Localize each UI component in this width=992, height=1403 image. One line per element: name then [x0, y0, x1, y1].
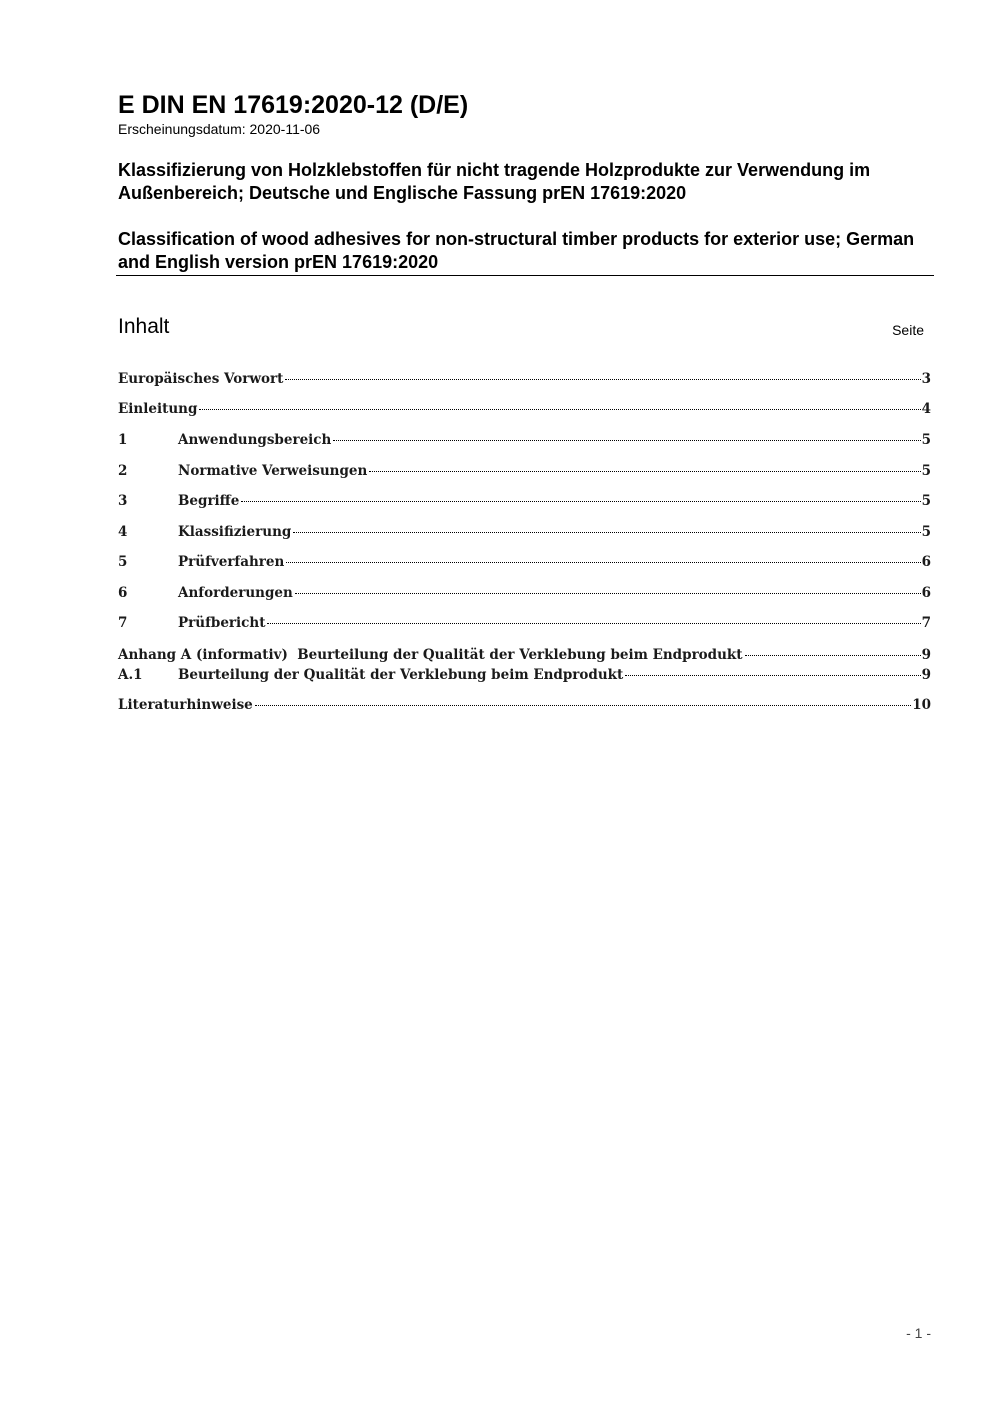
toc-entry-label: Beurteilung der Qualität der Verklebung beim Endprodukt — [178, 667, 624, 683]
toc-dot-leader — [255, 705, 911, 706]
issue-date: Erscheinungsdatum: 2020-11-06 — [118, 121, 321, 137]
toc-entry-page: 10 — [912, 697, 931, 713]
toc-entry-page: 5 — [921, 463, 931, 479]
title-german: Klassifizierung von Holzklebstoffen für nicht tragende Holzprodukte zur Verwendung im Außenbereich; Deutsche und Englische Fassung prEN 17619:2020 — [118, 160, 871, 203]
toc-entry-section-3[interactable] — [118, 492, 931, 510]
toc-entry-label: Literaturhinweise — [118, 697, 253, 713]
page-number: - 1 - — [906, 1325, 931, 1341]
toc-entry-section-6[interactable] — [118, 584, 931, 602]
title-english: Classification of wood adhesives for non-structural timber products for exterior use; German and English version prEN 17619:2020 — [118, 229, 915, 272]
toc-dot-leader — [625, 675, 920, 676]
toc-entry-label: Anhang A (informativ) Beurteilung der Qualität der Verklebung beim Endprodukt — [118, 647, 743, 663]
toc-entry-label: Anwendungsbereich — [178, 432, 332, 448]
toc-entry-label: Anforderungen — [178, 585, 293, 601]
toc-entry-page: 3 — [921, 371, 931, 387]
toc-dot-leader — [199, 409, 920, 410]
toc-entry-page: 9 — [921, 647, 931, 663]
toc-entry-section-2[interactable] — [118, 462, 931, 480]
toc-entry-section-5[interactable] — [118, 553, 931, 571]
toc-entry-introduction[interactable] — [118, 400, 931, 418]
toc-entry-page: 9 — [921, 667, 931, 683]
toc-entry-label: Normative Verweisungen — [178, 463, 368, 479]
toc-entry-number: 1 — [118, 432, 128, 448]
toc-entry-label: Prüfbericht — [178, 615, 266, 631]
toc-entry-european-foreword[interactable] — [118, 370, 931, 388]
toc-dot-leader — [295, 593, 921, 594]
toc-entry-number: 7 — [118, 615, 128, 631]
toc-entry-number: 4 — [118, 524, 128, 540]
toc-dot-leader — [369, 471, 920, 472]
toc-entry-section-1[interactable] — [118, 431, 931, 449]
toc-entry-number: 5 — [118, 554, 128, 570]
toc-heading: Inhalt — [118, 315, 170, 338]
toc-dot-leader — [333, 440, 920, 441]
toc-page-column-label: Seite — [892, 322, 924, 338]
toc-entry-label: Begriffe — [178, 493, 240, 509]
toc-dot-leader — [745, 655, 921, 656]
toc-entry-page: 7 — [921, 615, 931, 631]
toc-entry-section-4[interactable] — [118, 523, 931, 541]
toc-entry-label: Einleitung — [118, 401, 198, 417]
toc-entry-annex-a-1[interactable] — [118, 666, 931, 684]
toc-dot-leader — [285, 379, 920, 380]
toc-entry-label: Europäisches Vorwort — [118, 371, 284, 387]
toc-entry-number: 6 — [118, 585, 128, 601]
toc-entry-section-7[interactable] — [118, 614, 931, 632]
toc-entry-page: 6 — [921, 585, 931, 601]
toc-entry-label: Klassifizierung — [178, 524, 292, 540]
toc-entry-page: 5 — [921, 493, 931, 509]
toc-dot-leader — [241, 501, 920, 502]
toc-entry-page: 6 — [921, 554, 931, 570]
toc-entry-page: 5 — [921, 432, 931, 448]
toc-dot-leader — [267, 623, 920, 624]
toc-entry-number: 3 — [118, 493, 128, 509]
toc-entry-number: 2 — [118, 463, 128, 479]
toc-dot-leader — [286, 562, 920, 563]
header-divider — [116, 275, 934, 276]
toc-entry-bibliography[interactable] — [118, 696, 931, 714]
toc-entry-label: Prüfverfahren — [178, 554, 285, 570]
toc-dot-leader — [293, 532, 920, 533]
document-id: E DIN EN 17619:2020-12 (D/E) — [118, 91, 469, 119]
toc-entry-number: A.1 — [118, 667, 143, 683]
toc-entry-page: 4 — [921, 401, 931, 417]
toc-entry-page: 5 — [921, 524, 931, 540]
toc-entry-annex-a[interactable] — [118, 646, 931, 664]
